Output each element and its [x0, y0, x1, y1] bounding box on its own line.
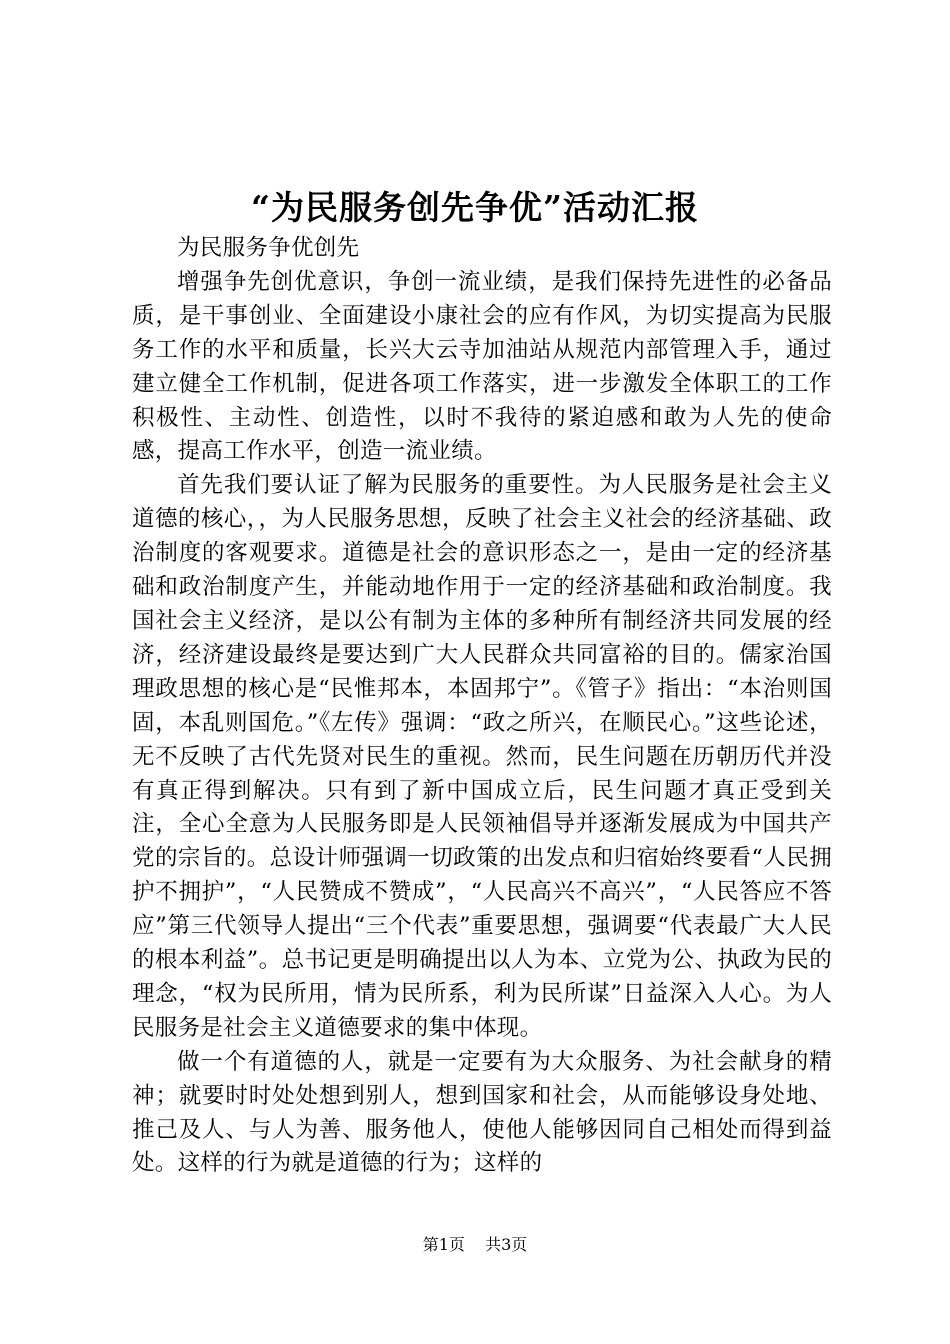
document-body: [132, 232, 832, 1181]
document-title: “为民服务创先争优”活动汇报: [251, 188, 699, 227]
page-footer: [0, 1234, 950, 1256]
paragraph-3: 做一个有道德的人，就是一定要有为大众服务、为社会献身的精神；就要时时处处想到别人，想到国家和社会，从而能够设身处地、推己及人、与人为善、服务他人，使他人能够因同自己相处而得到益处。这样的行为就是道德的行为；这样的: [132, 1048, 832, 1177]
paragraph-1: 增强争先创优意识，争创一流业绩，是我们保持先进性的必备品质，是干事创业、全面建设小康社会的应有作风，为切实提高为民服务工作的水平和质量，长兴大云寺加油站从规范内部管理入手，通过建立健全工作机制，促进各项工作落实，进一步激发全体职工的工作积极性、主动性、创造性，以时不我待的紧迫感和敢为人先的使命感，提高工作水平，创造一流业绩。: [132, 268, 832, 465]
paragraph-2: 首先我们要认证了解为民服务的重要性。为人民服务是社会主义道德的核心，，为人民服务思想，反映了社会主义社会的经济基础、政治制度的客观要求。道德是社会的意识形态之一，是由一定的经济基础和政治制度产生，并能动地作用于一定的经济基础和政治制度。我国社会主义经济，是以公有制为主体的多种所有制经济共同发展的经济，经济建设最终是要达到广大人民群众共同富裕的目的。儒家治国理政思想的核心是“民惟邦本，本固邦宁”。《管子》指出：“本治则国固，本乱则国危。”《左传》强调：“政之所兴，在顺民心。”这些论述，无不反映了古代先贤对民生的重视。然而，民生问题在历朝历代并没有真正得到解决。只有到了新中国成立后，民生问题才真正受到关注，全心全意为人民服务即是人民领袖倡导并逐渐发展成为中国共产党的宗旨的。总设计师强调一切政策的出发点和归宿始终要看“人民拥护不拥护”，“人民赞成不赞成”，“人民高兴不高兴”，“人民答应不答应”第三代领导人提出“三个代表”重要思想，强调要“代表最广大人民的根本利益”。总书记更是明确提出以人为本、立党为公、执政为民的理念，“权为民所用，情为民所系，利为民所谋”日益深入人心。为人民服务是社会主义道德要求的集中体现。: [132, 472, 832, 1041]
page-number: 第1页: [422, 1235, 465, 1254]
paragraph-subtitle: 为民服务争优创先: [177, 235, 360, 261]
page-total: 共3页: [485, 1235, 528, 1254]
